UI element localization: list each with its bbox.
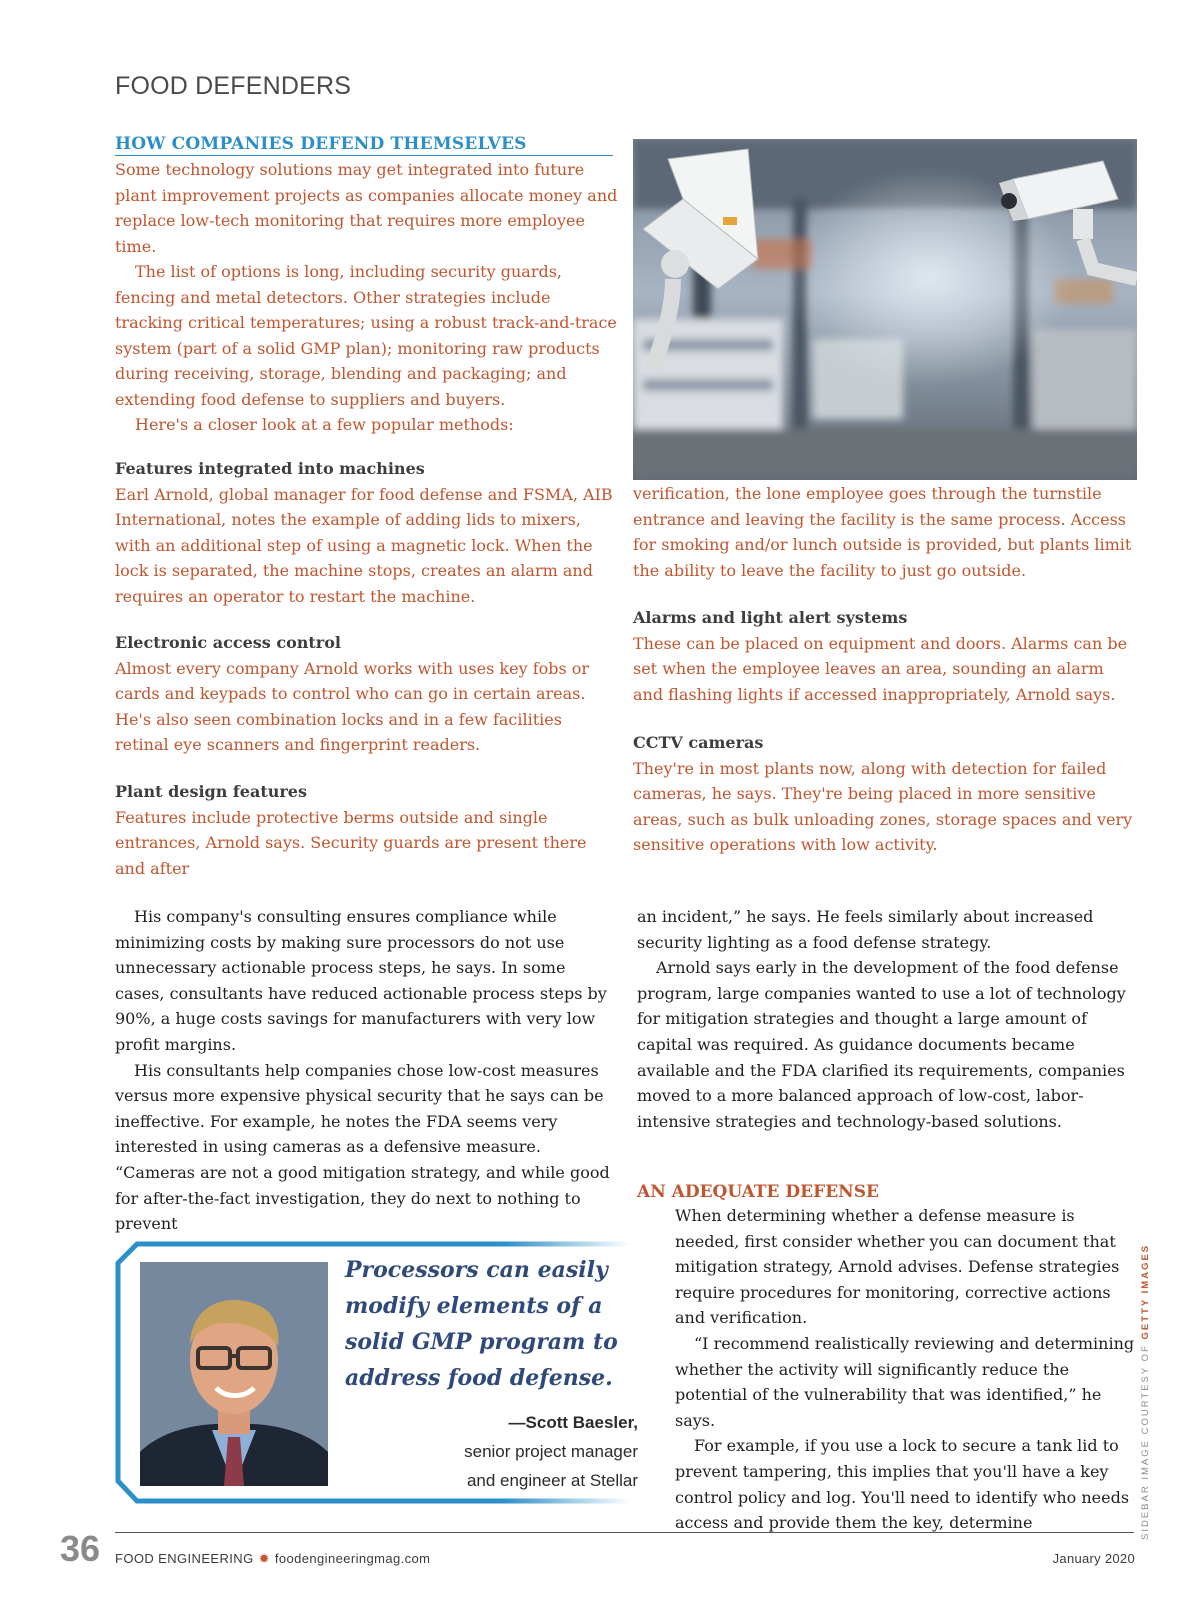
footer-divider — [115, 1532, 1134, 1533]
sidebar-section-text: Earl Arnold, global manager for food defense and FSMA, AIB International, notes the example of adding lids to mixers, with an additional step of using a magnetic lock. When the lock is separated, the machine stops, creates an alarm and requires an operator to restart the machine. — [115, 484, 613, 606]
sidebar-col2-continuation — [633, 481, 1138, 583]
body-paragraph: an incident,” he says. He feels similarly about increased security lighting as a food defense strategy. — [637, 907, 1094, 952]
website-link[interactable]: foodengineeringmag.com — [274, 1551, 431, 1566]
image-credit — [1140, 1244, 1151, 1540]
sidebar-intro — [115, 157, 620, 438]
sidebar-section-heading: Plant design features — [115, 782, 307, 801]
body-paragraph: Arnold says early in the development of the food defense program, large companies wanted to use a lot of technology for mitigation strategies and thought a large amount of capital was required. As guidance documents became available and the FDA clarified its requirements, companies moved to a more balanced approach of low-cost, labor-intensive strategies and technology-based solutions. — [637, 958, 1126, 1131]
sidebar-section-access-control — [115, 630, 620, 758]
sidebar-section-heading: Electronic access control — [115, 633, 341, 652]
body-paragraph: When determining whether a defense measure is needed, first consider whether you can document that mitigation strategy, Arnold advises. Defense strategies require procedures for monitoring, corrective actions and verification. — [675, 1206, 1120, 1328]
sidebar-intro-paragraph: Some technology solutions may get integrated into future plant improvement projects as companies allocate money and replace low-tech monitoring that requires more employee time. — [115, 160, 618, 256]
sidebar-section-alarms — [633, 605, 1138, 707]
body-column-2 — [637, 904, 1137, 1134]
sidebar-section-text: These can be placed on equipment and doors. Alarms can be set when the employee leaves an area, sounding an alarm and flashing lights if accessed inappropriately, Arnold says. — [633, 633, 1128, 704]
page-number: 36 — [60, 1528, 101, 1569]
sidebar-section-text: Features include protective berms outside and single entrances, Arnold says. Security guards are present there and after — [115, 807, 587, 878]
sidebar-section-text: Almost every company Arnold works with uses key fobs or cards and keypads to control who can go in certain areas. He's also seen combination locks and in a few facilities retinal eye scanners and fingerprint readers. — [115, 658, 590, 754]
body-paragraph: His consultants help companies chose low-cost measures versus more expensive physical security that he says can be ineffective. For example, he notes the FDA seems very interested in using cameras as a defensive measure. “Cameras are not a good mitigation strategy, and while good for after-the-fact investigation, they do next to nothing to prevent — [115, 1060, 610, 1234]
body-column-1 — [115, 904, 613, 1237]
quote-author-name: —Scott Baesler, — [508, 1413, 638, 1432]
body-paragraph: For example, if you use a lock to secure a tank lid to prevent tampering, this implies that you'll have a key control policy and log. You'll need to identify who needs access and provide them the key, determine — [675, 1436, 1130, 1533]
image-credit-source: GETTY IMAGES — [1140, 1243, 1151, 1340]
bullet-icon: ✹ — [258, 1551, 270, 1566]
sidebar-section-heading: Features integrated into machines — [115, 459, 425, 478]
sidebar-intro-paragraph: Here's a closer look at a few popular methods: — [135, 415, 514, 434]
section-header: FOOD DEFENDERS — [115, 72, 352, 100]
image-credit-prefix: SIDEBAR IMAGE COURTESY OF — [1140, 1339, 1151, 1540]
sidebar-section-text: They're in most plants now, along with detection for failed cameras, he says. They're being placed in more sensitive areas, such as bulk unloading zones, storage spaces and very sensitive operations with low activity. — [633, 758, 1133, 854]
body-column-2-after-subhead — [675, 1203, 1137, 1536]
sidebar-title: HOW COMPANIES DEFEND THEMSELVES — [115, 134, 613, 156]
sidebar-section-text: verification, the lone employee goes through the turnstile entrance and leaving the facility is the same process. Access for smoking and/or lunch outside is provided, but plants limit the ability to leave the facility to just go outside. — [633, 484, 1132, 580]
pull-quote-text: Processors can easily modify elements of a solid GMP program to address food defense. — [345, 1257, 618, 1391]
pull-quote-attribution — [395, 1408, 638, 1495]
sidebar-section-machines — [115, 456, 620, 609]
sidebar-section-heading: Alarms and light alert systems — [633, 608, 908, 627]
headshot-photo — [140, 1262, 328, 1486]
body-paragraph: His company's consulting ensures compliance while minimizing costs by making sure processors do not use unnecessary actionable process steps, he says. In some cases, consultants have reduced actionable process steps by 90%, a huge costs savings for manufacturers with very low profit margins. — [115, 907, 607, 1054]
subheading-adequate-defense: AN ADEQUATE DEFENSE — [637, 1182, 879, 1202]
sidebar-section-cctv — [633, 730, 1138, 858]
sidebar-intro-paragraph: The list of options is long, including security guards, fencing and metal detectors. Other strategies include tracking critical temperatures; using a robust track-and-trace system (part of a solid GMP plan); monitoring raw products during receiving, storage, blending and packaging; and extending food defense to suppliers and buyers. — [115, 262, 617, 409]
footer-publication — [115, 1551, 430, 1567]
sidebar-section-heading: CCTV cameras — [633, 733, 764, 752]
issue-date: January 2020 — [1052, 1551, 1135, 1566]
publication-name: FOOD ENGINEERING — [115, 1551, 254, 1566]
quote-author-role: and engineer at Stellar — [466, 1471, 638, 1490]
quote-author-role: senior project manager — [464, 1442, 638, 1461]
body-paragraph: “I recommend realistically reviewing and determining whether the activity will significantly reduce the potential of the vulnerability that was identified,” he says. — [675, 1333, 1135, 1430]
warehouse-camera-photo — [633, 139, 1137, 480]
sidebar-section-plant-design — [115, 779, 620, 881]
